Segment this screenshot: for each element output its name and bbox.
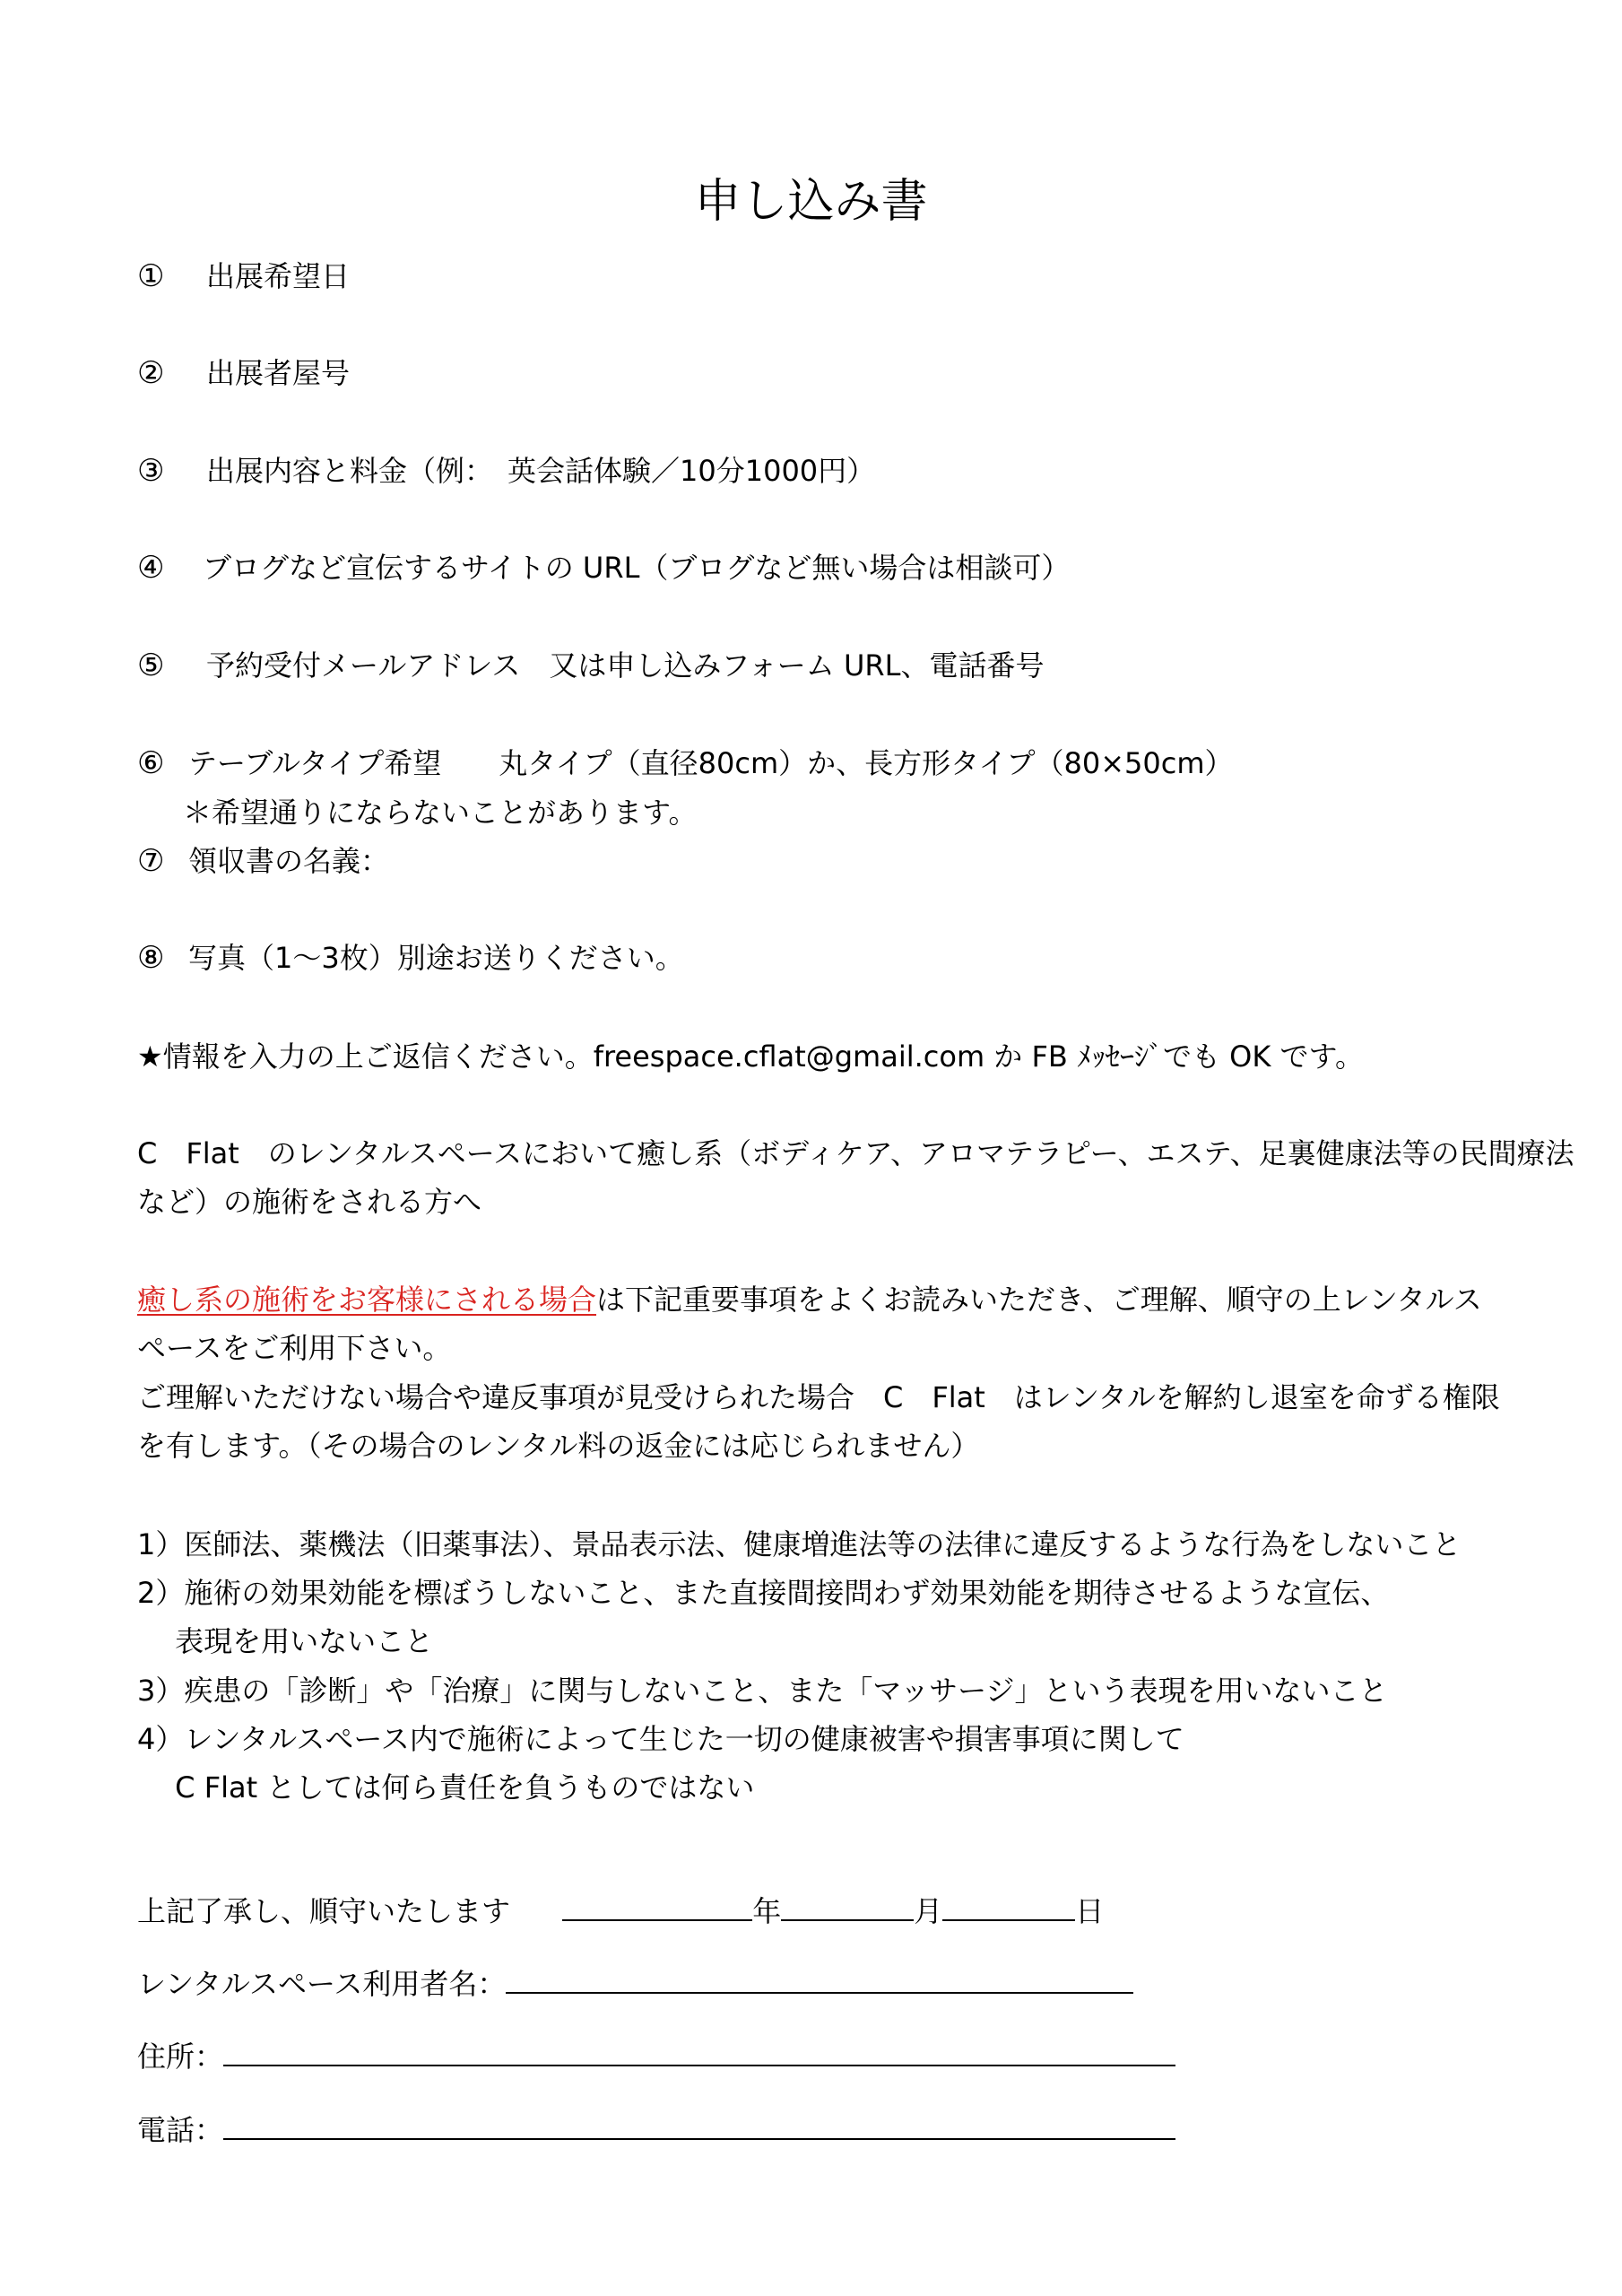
item-text: 出展希望日 <box>206 259 351 293</box>
address-field[interactable] <box>223 2034 1175 2066</box>
rule-item: 2）施術の効果効能を標ぼうしないこと、また直接間接問わず効果効能を期待させるような宣伝、 <box>137 1576 1390 1610</box>
month-label: 月 <box>914 1894 943 1928</box>
contact-notice: ★情報を入力の上ご返信ください。freespace.cflat@gmail.com か FB ﾒｯｾｰｼﾞでも OK です。 <box>137 1039 1364 1074</box>
name-label: レンタルスペース利用者名： <box>137 1967 507 2001</box>
important-highlight: 癒し系の施術をお客様にされる場合 <box>137 1283 597 1317</box>
important-line-2: ペースをご利用下さい。 <box>137 1331 452 1365</box>
item-text: 領収書の名義： <box>188 844 390 878</box>
month-field[interactable] <box>781 1889 914 1921</box>
item-text: テーブルタイプ希望 丸タイプ（直径80cm）か、長方形タイプ（80×50cm） <box>188 746 1234 780</box>
address-label: 住所： <box>137 2039 224 2074</box>
important-line-4: を有します。（その場合のレンタル料の返金には応じられません） <box>137 1429 980 1463</box>
item-number: ② <box>137 355 165 391</box>
important-line-3: ご理解いただけない場合や違反事項が見受けられた場合 C Flat はレンタルを解約し退室を命ずる権限 <box>137 1380 1500 1414</box>
item-number: ⑦ <box>137 843 165 879</box>
item-number: ⑧ <box>137 940 165 976</box>
item-number: ⑤ <box>137 648 165 683</box>
item-number: ① <box>137 258 165 294</box>
item-text: 写真（1～3枚）別途お送りください。 <box>188 941 684 975</box>
year-field[interactable] <box>562 1889 752 1921</box>
item-text: 予約受付メールアドレス 又は申し込みフォーム URL、電話番号 <box>206 648 1045 683</box>
item-number: ⑥ <box>137 745 165 781</box>
phone-row <box>137 2108 1175 2150</box>
address-row <box>137 2034 1175 2076</box>
phone-label: 電話： <box>137 2113 224 2147</box>
intro-line-2: など）の施術をされる方へ <box>137 1185 482 1219</box>
item-text: 出展内容と料金（例： 英会話体験／10分1000円） <box>206 454 876 488</box>
rule-item: 3）疾患の「診断」や「治療」に関与しないこと、また「マッサージ」という表現を用いないこと <box>137 1674 1388 1708</box>
rule-item-continuation: 表現を用いないこと <box>137 1624 434 1658</box>
item-number: ③ <box>137 453 165 489</box>
day-label: 日 <box>1075 1894 1105 1928</box>
rule-item: 4）レンタルスペース内で施術によって生じた一切の健康被害や損害事項に関して <box>137 1722 1184 1756</box>
name-row <box>137 1961 1133 2004</box>
item-number: ④ <box>137 550 165 586</box>
rule-item-continuation: C Flat としては何ら責任を負うものではない <box>137 1770 755 1805</box>
page-title: 申し込み書 <box>694 175 928 229</box>
item-text: ブログなど宣伝するサイトの URL（ブログなど無い場合は相談可） <box>203 551 1071 585</box>
phone-field[interactable] <box>223 2108 1175 2140</box>
important-line-1-rest: は下記重要事項をよくお読みいただき、ご理解、順守の上レンタルス <box>596 1283 1482 1317</box>
important-line-1 <box>137 1280 1482 1319</box>
day-field[interactable] <box>942 1889 1075 1921</box>
agreement-line <box>137 1889 1104 1931</box>
agreement-label: 上記了承し、順守いたします <box>137 1894 511 1928</box>
year-label: 年 <box>752 1894 782 1928</box>
rule-item: 1）医師法、薬機法（旧薬事法）、景品表示法、健康増進法等の法律に違反するような行為をしないこと <box>137 1527 1462 1561</box>
item-note-text: ＊希望通りにならないことがあります。 <box>183 796 698 830</box>
name-field[interactable] <box>506 1961 1133 1994</box>
intro-line-1: C Flat のレンタルスペースにおいて癒し系（ボディケア、アロマテラピー、エステ、足裏健康法等の民間療法 <box>137 1136 1574 1170</box>
item-text: 出展者屋号 <box>206 356 351 390</box>
